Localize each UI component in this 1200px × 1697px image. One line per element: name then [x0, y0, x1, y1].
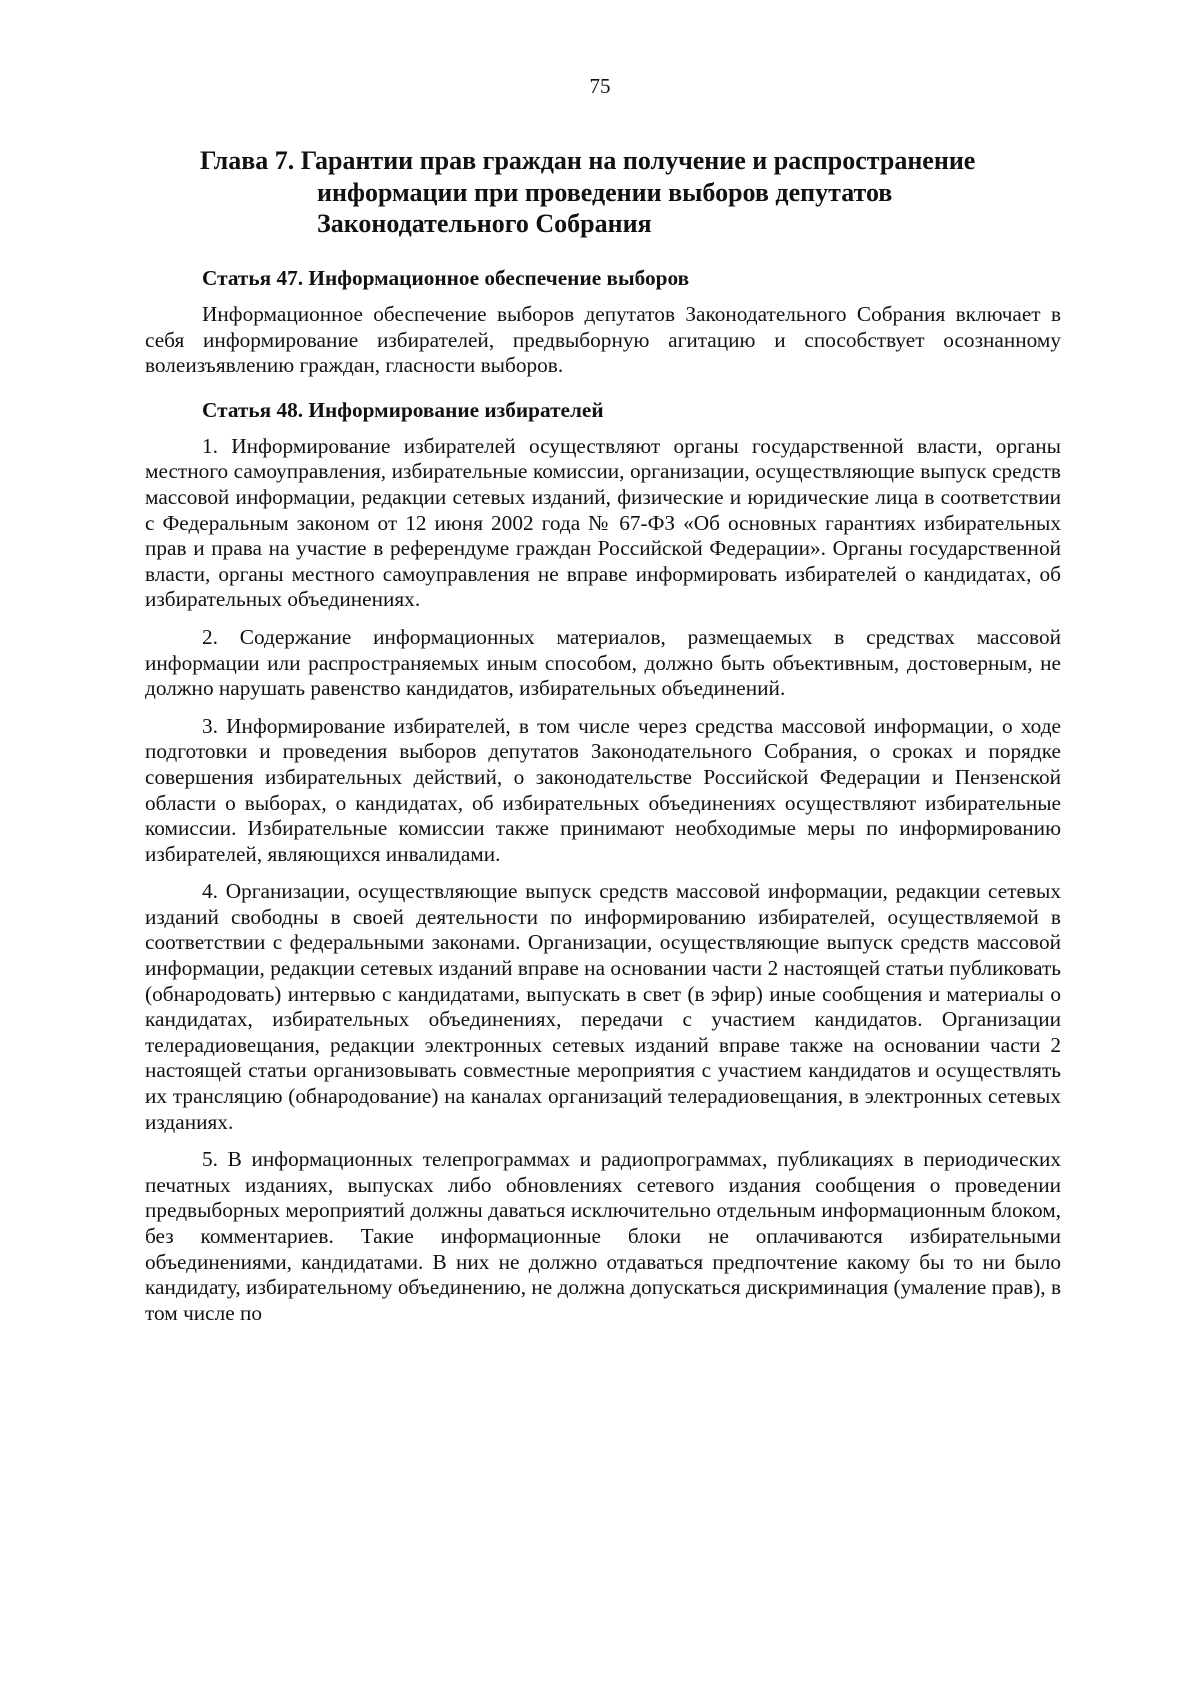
article-48-heading: Статья 48. Информирование избирателей	[202, 397, 604, 422]
document-body	[145, 265, 1061, 1326]
article-48-paragraph-4: 4. Организации, осуществляющие выпуск средств массовой информации, редакции сетевых изданий свободны в своей деятельности по информированию избирателей, осуществляемой в соответствии с федеральными законами. Организации, осуществляющие выпуск средств массовой информации, редакции сетевых изданий вправе на основании части 2 настоящей статьи публиковать (обнародовать) интервью с кандидатами, выпускать в свет (в эфир) иные сообщения и материалы о кандидатах, избирательных объединениях, передачи с участием кандидатов. Организации телерадиовещания, редакции электронных сетевых изданий вправе также на основании части 2 настоящей статьи организовывать совместные мероприятия с участием кандидатов и осуществлять их трансляцию (обнародование) на каналах организаций телерадиовещания, в электронных сетевых изданиях.	[145, 879, 1061, 1134]
chapter-title	[200, 145, 1080, 240]
article-48-paragraph-3: 3. Информирование избирателей, в том числе через средства массовой информации, о ходе подготовки и проведения выборов депутатов Законодательного Собрания, о сроках и порядке совершения избирательных действий, о законодательстве Российской Федерации и Пензенской области о выборах, о кандидатах, об избирательных объединениях осуществляют избирательные комиссии. Избирательные комиссии также принимают необходимые меры по информированию избирателей, являющихся инвалидами.	[145, 713, 1061, 866]
page-number: 75	[589, 74, 611, 98]
chapter-title-line-1: Глава 7. Гарантии прав граждан на получение и распространение	[200, 146, 976, 175]
article-47-paragraph: Информационное обеспечение выборов депутатов Законодательного Собрания включает в себя информирование избирателей, предвыборную агитацию и способствует осознанному волеизъявлению граждан, гласности выборов.	[145, 302, 1061, 378]
article-48-paragraph-1: 1. Информирование избирателей осуществляют органы государственной власти, органы местного самоуправления, избирательные комиссии, организации, осуществляющие выпуск средств массовой информации, редакции сетевых изданий, физические и юридические лица в соответствии с Федеральным законом от 12 июня 2002 года № 67-ФЗ «Об основных гарантиях избирательных прав и права на участие в референдуме граждан Российской Федерации». Органы государственной власти, органы местного самоуправления не вправе информировать избирателей о кандидатах, об избирательных объединениях.	[145, 433, 1061, 612]
chapter-title-line-2: информации при проведении выборов депутатов	[317, 177, 893, 207]
article-47-heading: Статья 47. Информационное обеспечение выборов	[202, 266, 690, 290]
article-48-paragraph-5: 5. В информационных телепрограммах и радиопрограммах, публикациях в периодических печатных изданиях, выпусках либо обновлениях сетевого издания сообщения о проведении предвыборных мероприятий должны даваться исключительно отдельным информационным блоком, без комментариев. Такие информационные блоки не оплачиваются избирательными объединениями, кандидатами. В них не должно отдаваться предпочтение какому бы то ни было кандидату, избирательному объединению, не должна допускаться дискриминация (умаление прав), в том числе по	[145, 1147, 1061, 1325]
article-48-paragraph-2: 2. Содержание информационных материалов, размещаемых в средствах массовой информации или распространяемых иным способом, должно быть объективным, достоверным, не должно нарушать равенство кандидатов, избирательных объединений.	[145, 624, 1061, 701]
chapter-title-line-3: Законодательного Собрания	[317, 209, 652, 238]
